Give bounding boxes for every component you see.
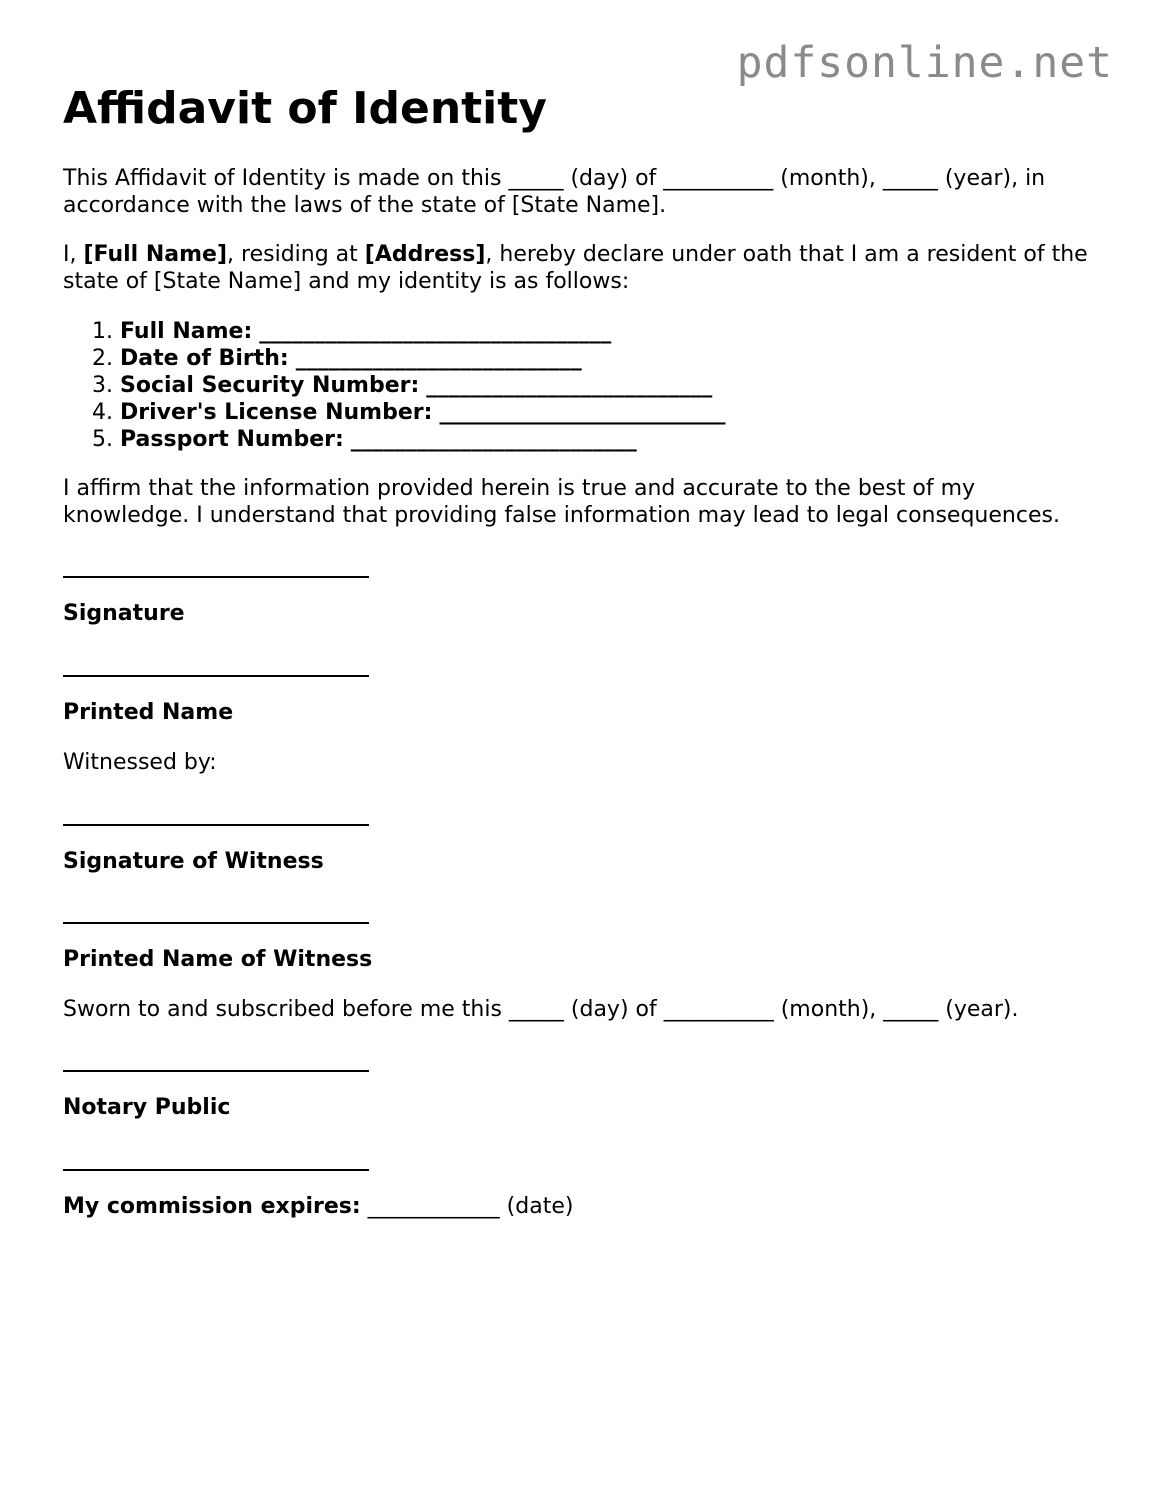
- affirmation-paragraph: I affirm that the information provided herein is true and accurate to the best of my knowledge. I understand that providing false information may lead to legal consequences.: [63, 476, 1060, 528]
- field-passport: [120, 426, 725, 453]
- commission-line[interactable]: [63, 1169, 369, 1171]
- field-blank[interactable]: ________________________________: [259, 319, 612, 344]
- sworn-text: Sworn to and subscribed before me this _____ (day) of __________ (month), _____ (year).: [63, 997, 1019, 1022]
- declaration-lead: I,: [63, 242, 84, 267]
- commission-suffix: (date): [506, 1194, 574, 1219]
- declaration-full-name: [Full Name]: [83, 242, 228, 267]
- declaration-address: [Address]: [364, 242, 486, 267]
- signature-line[interactable]: [63, 576, 369, 578]
- witness-printed-name-label: Printed Name of Witness: [63, 947, 373, 972]
- field-blank[interactable]: __________________________: [426, 373, 713, 398]
- intro-paragraph: This Affidavit of Identity is made on this _____ (day) of __________ (month), _____ (year), in accordance with the laws of the state of [State Name].: [63, 166, 1046, 218]
- field-drivers-license: [120, 399, 725, 426]
- notary-line[interactable]: [63, 1070, 369, 1072]
- identity-fields-list: [63, 318, 725, 453]
- declaration-paragraph: [63, 241, 1093, 295]
- declaration-tail: , hereby declare under oath that I am a resident of the state of [State Name] and my identity is as follows:: [63, 242, 1088, 294]
- commission-label: My commission expires:: [63, 1194, 361, 1219]
- witness-printed-name-line[interactable]: [63, 922, 369, 924]
- printed-name-line[interactable]: [63, 675, 369, 677]
- field-label: Passport Number:: [120, 427, 344, 452]
- signature-label: Signature: [63, 601, 185, 626]
- field-ssn: [120, 372, 725, 399]
- field-label: Date of Birth:: [120, 346, 289, 371]
- field-blank[interactable]: __________________________: [439, 400, 726, 425]
- printed-name-label: Printed Name: [63, 700, 234, 725]
- commission-blank[interactable]: ____________: [360, 1194, 507, 1219]
- commission-expires: [63, 1193, 573, 1220]
- declaration-mid: , residing at: [227, 242, 365, 267]
- document-title: Affidavit of Identity: [63, 83, 547, 134]
- field-blank[interactable]: __________________________: [350, 427, 637, 452]
- field-label: Driver's License Number:: [120, 400, 433, 425]
- witnessed-by-text: Witnessed by:: [63, 750, 217, 775]
- field-label: Full Name:: [120, 319, 253, 344]
- field-full-name: [120, 318, 725, 345]
- watermark: pdfsonline.net: [736, 38, 1113, 88]
- field-date-of-birth: [120, 345, 725, 372]
- witness-signature-line[interactable]: [63, 824, 369, 826]
- notary-label: Notary Public: [63, 1095, 231, 1120]
- field-label: Social Security Number:: [120, 373, 420, 398]
- field-blank[interactable]: __________________________: [295, 346, 582, 371]
- witness-signature-label: Signature of Witness: [63, 849, 324, 874]
